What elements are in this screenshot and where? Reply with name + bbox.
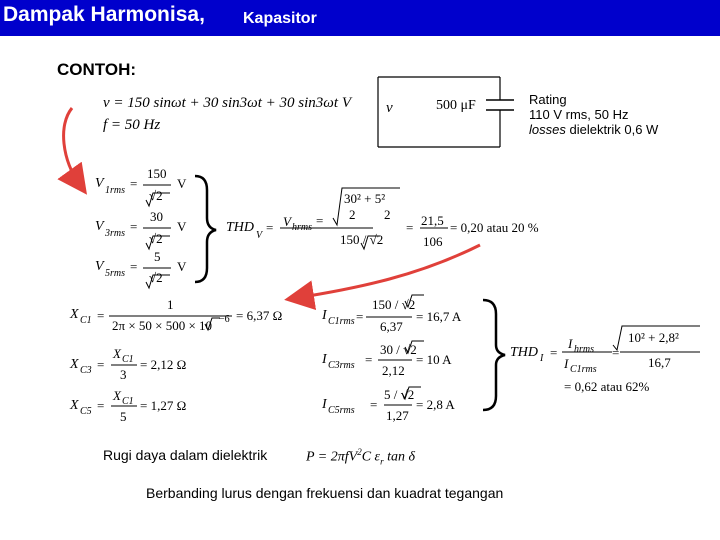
- formula-end: tan δ: [383, 449, 415, 465]
- rugi-label: Rugi daya dalam dielektrik: [103, 447, 268, 463]
- footer-note: Berbanding lurus dengan frekuensi dan kuadrat tegangan: [146, 485, 504, 501]
- brace-ic: [483, 300, 505, 410]
- rugi-formula: [306, 447, 415, 466]
- formula-sub: r: [380, 456, 384, 467]
- rating-spec: 110 V rms, 50 Hz: [529, 107, 629, 122]
- formula-rest: C ε: [361, 449, 381, 465]
- formula-sup: 2: [357, 447, 362, 457]
- arrow-to-rms: [64, 108, 80, 185]
- source-label: v: [386, 100, 393, 116]
- slide-subtitle: Kapasitor: [243, 10, 317, 27]
- circuit-diagram: [378, 77, 514, 147]
- voltage-equation: v = 150 sinωt + 30 sin3ωt + 30 sin3ωt V: [103, 95, 351, 111]
- arrow-to-xc: [296, 245, 480, 298]
- slide-title: Dampak Harmonisa,: [3, 3, 205, 26]
- rating-title: Rating: [529, 92, 567, 107]
- frequency-equation: f = 50 Hz: [103, 117, 161, 133]
- contoh-label: CONTOH:: [57, 60, 137, 79]
- capacitor-label: 500 μF: [436, 98, 476, 113]
- losses-word: losses: [529, 122, 566, 137]
- brace-rms: [195, 176, 216, 282]
- formula-main: P = 2πfV: [306, 449, 358, 465]
- losses-value: dielektrik 0,6 W: [565, 122, 659, 137]
